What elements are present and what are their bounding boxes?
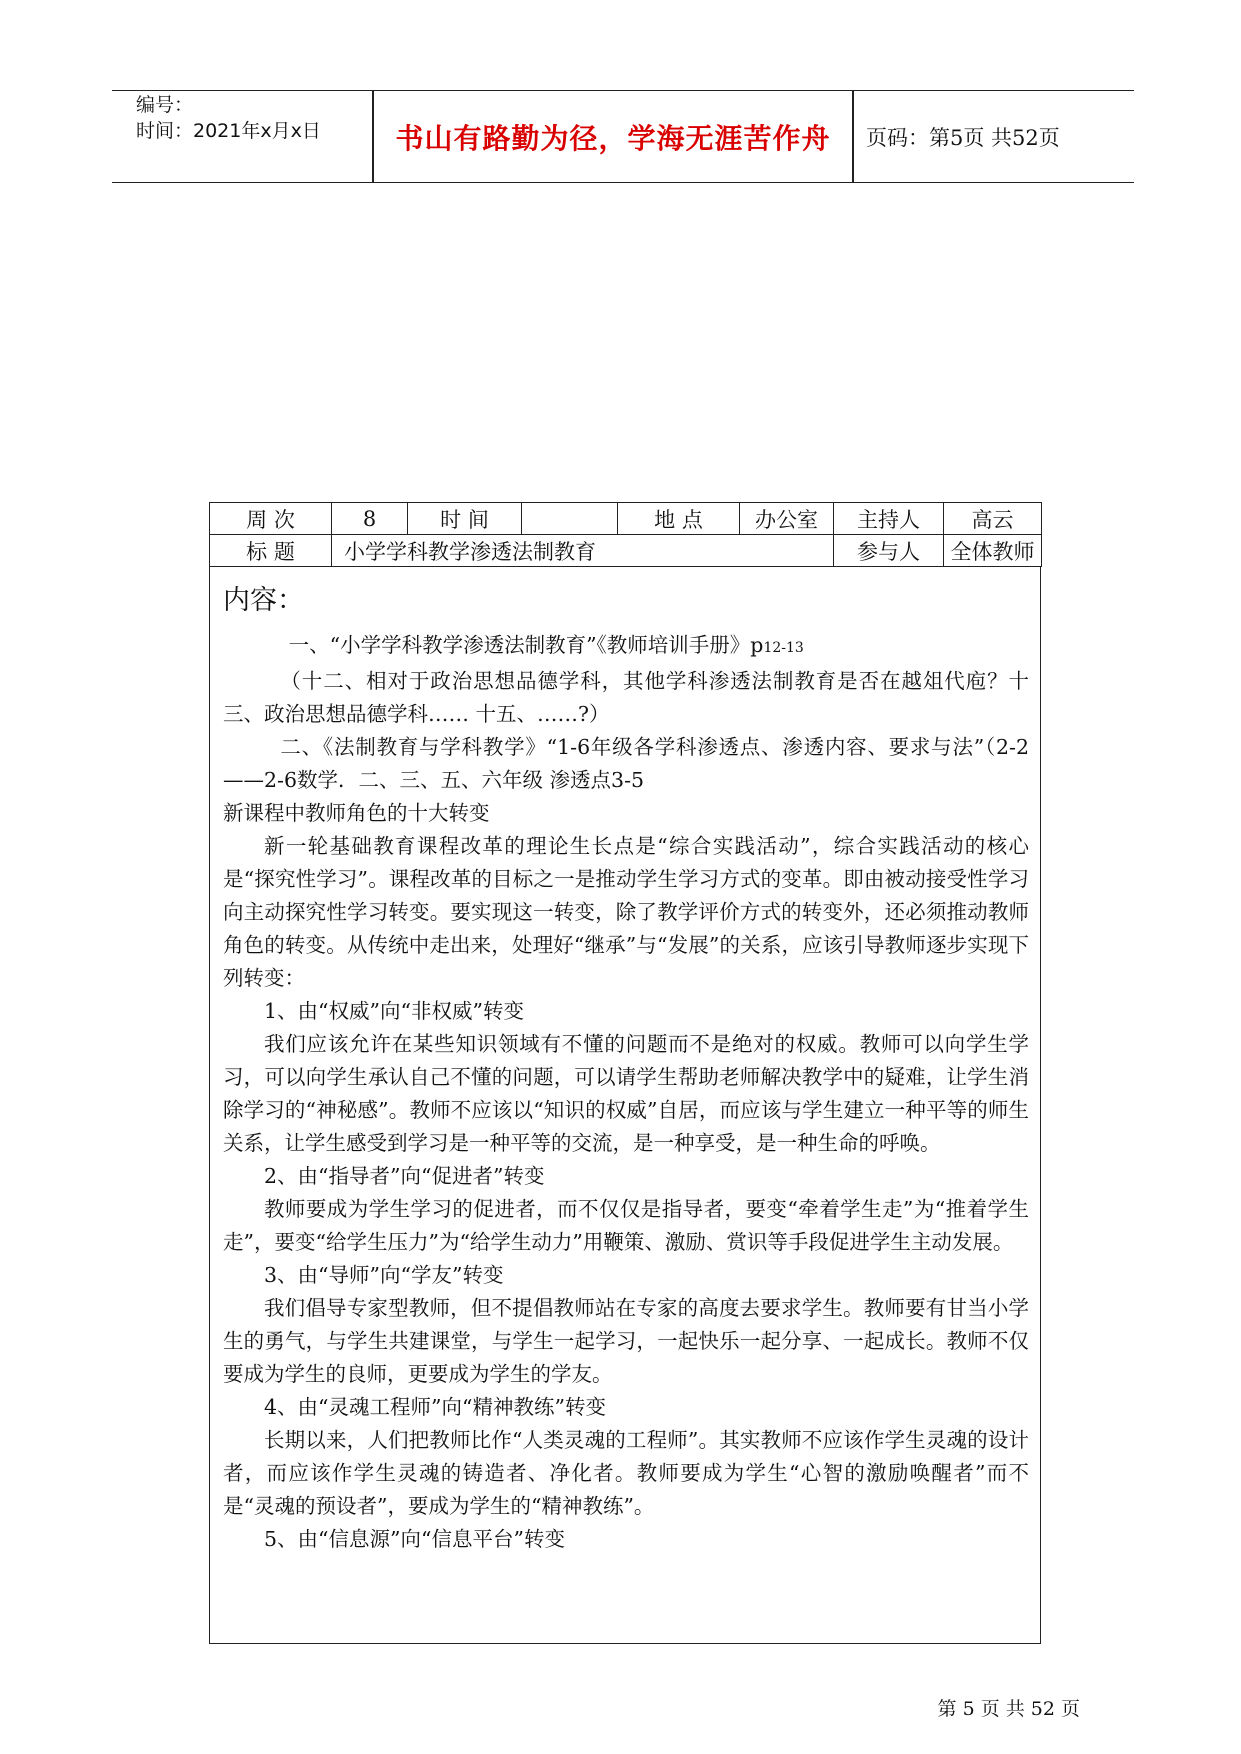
host-value: 高云 <box>944 503 1042 535</box>
header-info-cell <box>124 91 384 182</box>
paragraph: 二、《法制教育与学科教学》“1-6年级各学科渗透点、渗透内容、要求与法”（2-2——2-6数学．二、三、五、六年级 渗透点3-5 <box>223 735 1029 792</box>
content-cell <box>209 567 1041 1644</box>
subheading: 2、由“指导者”向“促进者”转变 <box>264 1164 545 1188</box>
subheading: 5、由“信息源”向“信息平台”转变 <box>264 1527 565 1551</box>
subheading: 1、由“权威”向“非权威”转变 <box>264 999 524 1023</box>
page-footer: 第 5 页 共 52 页 <box>937 1698 1080 1720</box>
page-range-subscript: 12-13 <box>763 640 804 656</box>
paragraph-text: 一、“小学学科教学渗透法制教育”《教师培训手册》p <box>288 633 764 657</box>
time-label: 时间：2021年x月x日 <box>136 120 321 142</box>
paragraph: 教师要成为学生学习的促进者，而不仅仅是指导者，要变“牵着学生走”为“推着学生走”，要变“给学生压力”为“给学生动力”用鞭策、激励、赏识等手段促进学生主动发展。 <box>223 1197 1029 1254</box>
place-value: 办公室 <box>740 503 834 535</box>
meeting-info-table <box>209 502 1042 567</box>
time-label-cell: 时 间 <box>408 503 522 535</box>
paragraph: 长期以来，人们把教师比作“人类灵魂的工程师”。其实教师不应该作学生灵魂的设计者，而应该作学生灵魂的铸造者、净化者。教师要成为学生“心智的激励唤醒者”而不是“灵魂的预设者”，要成为学生的“精神教练”。 <box>223 1428 1029 1518</box>
section-heading: 新课程中教师角色的十大转变 <box>223 801 490 825</box>
participants-value: 全体教师 <box>944 535 1042 567</box>
header-motto: 书山有路勤为径，学海无涯苦作舟 <box>395 121 831 155</box>
place-label: 地 点 <box>618 503 740 535</box>
week-label: 周 次 <box>210 503 332 535</box>
content-body <box>223 581 1029 1556</box>
paragraph: 我们倡导专家型教师，但不提倡教师站在专家的高度去要求学生。教师要有甘当小学生的勇气，与学生共建课堂，与学生一起学习，一起快乐一起分享、一起成长。教师不仅要成为学生的良师，更要成为学生的学友。 <box>223 1296 1029 1386</box>
serial-label: 编号： <box>136 94 194 116</box>
week-value: 8 <box>332 503 408 535</box>
time-value <box>522 503 618 535</box>
content-heading: 内容： <box>223 585 304 616</box>
document-header <box>112 90 1134 183</box>
table-row <box>210 535 1042 567</box>
paragraph <box>223 629 1029 665</box>
host-label: 主持人 <box>834 503 944 535</box>
paragraph: 新一轮基础教育课程改革的理论生长点是“综合实践活动”，综合实践活动的核心是“探究性学习”。课程改革的目标之一是推动学生学习方式的变革。即由被动接受性学习向主动探究性学习转变。要实现这一转变，除了教学评价方式的转变外，还必须推动教师角色的转变。从传统中走出来，处理好“继承”与“发展”的关系，应该引导教师逐步实现下列转变： <box>223 834 1029 990</box>
title-label: 标 题 <box>210 535 332 567</box>
table-row <box>210 503 1042 535</box>
header-page-info: 页码：第5页 共52页 <box>866 125 1060 150</box>
participants-label: 参与人 <box>834 535 944 567</box>
paragraph: （十二、相对于政治思想品德学科，其他学科渗透法制教育是否在越俎代庖？十三、政治思想品德学科…… 十五、……?） <box>223 669 1029 726</box>
subheading: 3、由“导师”向“学友”转变 <box>264 1263 504 1287</box>
title-value: 小学学科教学渗透法制教育 <box>332 535 834 567</box>
subheading: 4、由“灵魂工程师”向“精神教练”转变 <box>264 1395 606 1419</box>
paragraph: 我们应该允许在某些知识领域有不懂的问题而不是绝对的权威。教师可以向学生学习，可以向学生承认自己不懂的问题，可以请学生帮助老师解决教学中的疑难，让学生消除学习的“神秘感”。教师不应该以“知识的权威”自居，而应该与学生建立一种平等的师生关系，让学生感受到学习是一种平等的交流，是一种享受，是一种生命的呼唤。 <box>223 1032 1029 1155</box>
